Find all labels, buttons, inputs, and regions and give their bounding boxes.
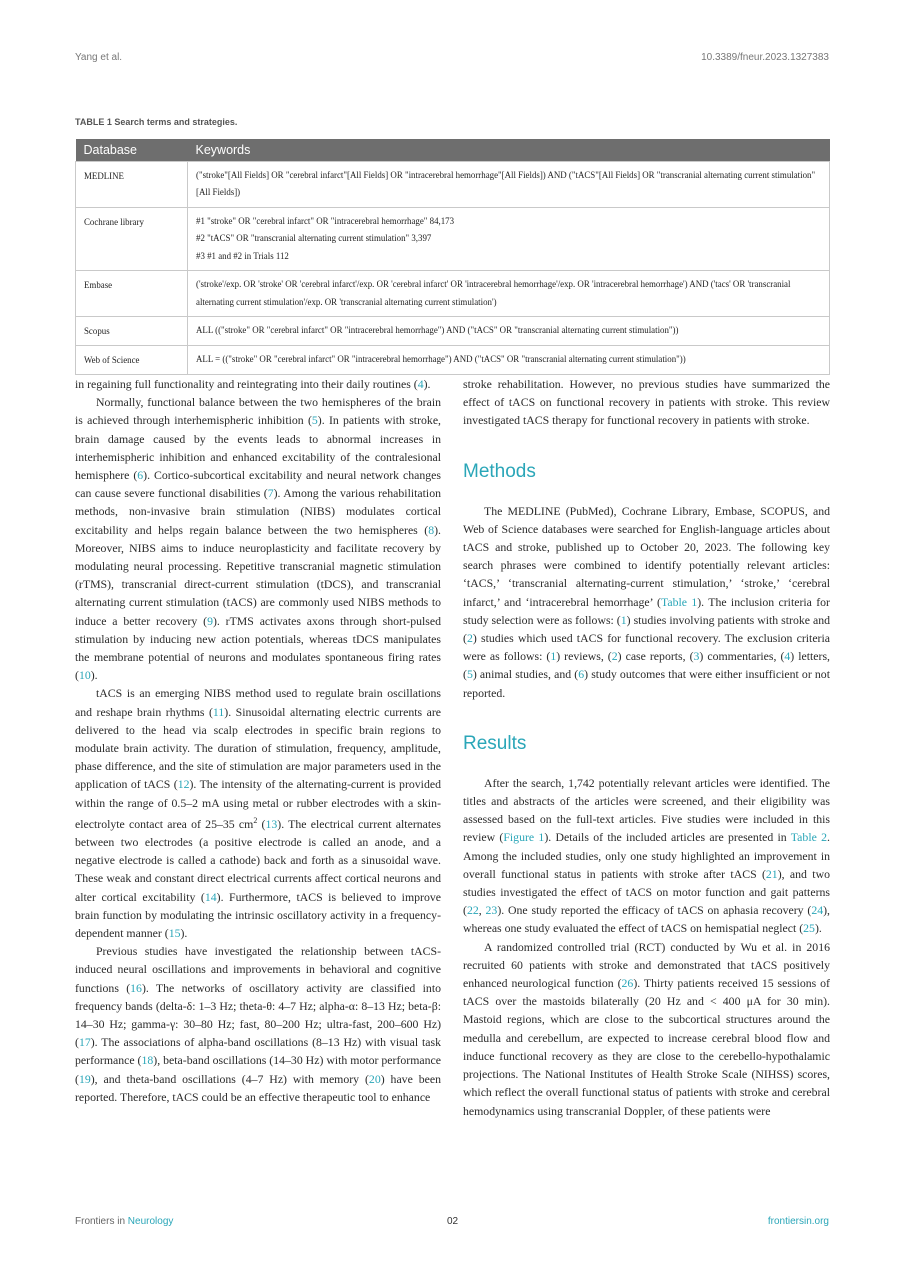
text-run: ). Among the various rehabilitation methods, non-invasive brain stimulation (NIBS) modulates cortical excitability and helps regain balance between the two hemispheres ( <box>75 486 441 537</box>
citation-link[interactable]: 18 <box>141 1053 154 1068</box>
citation-link[interactable]: 10 <box>78 668 91 683</box>
table-cell-keywords <box>188 346 830 375</box>
right-text-column <box>463 375 830 1120</box>
citation-link[interactable]: 7 <box>267 486 274 501</box>
text-run: ), and theta-band oscillations (4–7 Hz) with memory ( <box>90 1071 369 1086</box>
footer-site-link[interactable]: frontiersin.org <box>767 1216 829 1227</box>
keyword-line: #2 "tACS" OR "transcranial alternating current stimulation" 3,397 <box>196 233 432 243</box>
table-caption <box>75 117 237 127</box>
table-cell-database: Embase <box>76 271 188 317</box>
text-run: ). The networks of oscillatory activity are classified into frequency bands (delta-δ: 1–3 Hz; theta-θ: 4–7 Hz; alpha-α: 8–13 Hz; beta-β: 14–30 Hz; gamma-γ: 30–80 Hz; fast, 80–200 Hz; ultra-fast, 200–600 Hz) ( <box>75 980 441 1050</box>
running-header-authors: Yang et al. <box>75 52 123 63</box>
text-run: , <box>478 903 486 918</box>
citation-link[interactable]: 1 <box>620 612 627 627</box>
table-header-row <box>76 139 830 161</box>
table-row <box>76 207 830 271</box>
search-terms-table <box>75 139 830 375</box>
paragraph <box>75 393 441 684</box>
keyword-line: ALL (("stroke" OR "cerebral infarct" OR "intracerebral hemorrhage") AND ("tACS" OR "transcranial alternating current stimulation")) <box>196 325 679 335</box>
text-run: ). Furthermore, tACS is believed to improve brain function by modulating the intrinsic oscillatory activity in a frequency-dependent manner ( <box>75 889 441 941</box>
text-run: After the search, 1,742 potentially relevant articles were identified. The titles and abstracts of the articles were screened, and their eligibility was assessed based on the full-text articles. Five studies were included in this review ( <box>463 775 830 845</box>
section-heading-results: Results <box>463 732 527 754</box>
citation-link[interactable]: 2 <box>611 649 618 664</box>
paragraph <box>463 375 830 430</box>
text-run: ). <box>423 377 431 391</box>
left-text-column <box>75 375 441 1106</box>
text-run: ), and two studies investigated the effect of tACS on motor function and gait patterns ( <box>463 866 830 918</box>
citation-link[interactable]: Table 2 <box>790 830 828 845</box>
text-run: ) have been reported. Therefore, tACS could be an effective therapeutic tool to enhance <box>75 1071 441 1104</box>
citation-link[interactable]: 4 <box>784 649 791 664</box>
citation-link[interactable]: 11 <box>212 704 225 719</box>
table-caption-text: Search terms and strategies. <box>114 117 238 127</box>
paragraph <box>463 938 830 1120</box>
citation-link[interactable]: 16 <box>130 980 142 995</box>
text-run: ). Moreover, NIBS aims to induce neuroplasticity and facilitate recovery by modulating neural processing. Repetitive transcranial magnetic stimulation (rTMS), transcranial direct-current stimulation (tDCS), and transcranial alternating current stimulation (tACS) are commonly used NIBS methods to induce a better recovery ( <box>75 522 441 628</box>
paragraph <box>75 942 441 1106</box>
paragraph <box>463 774 830 938</box>
citation-link[interactable]: 9 <box>207 613 213 628</box>
section-heading-methods: Methods <box>463 460 536 482</box>
text-run: ). In patients with stroke, brain damage caused by the events leads to abnormal increases in interhemispheric inhibition and enhanced excitability of the contralesional hemisphere ( <box>75 413 441 483</box>
text-run: ) case reports, ( <box>617 649 694 664</box>
citation-link[interactable]: Figure 1 <box>503 830 545 845</box>
text-run: tACS is an emerging NIBS method used to regulate brain oscillations and reshape brain rhythms ( <box>75 686 441 719</box>
paragraph <box>463 502 830 702</box>
text-run: ). The inclusion criteria for study selection were as follows: ( <box>463 594 830 627</box>
citation-link[interactable]: 15 <box>168 926 181 941</box>
citation-link[interactable]: 23 <box>485 903 498 918</box>
text-run: . Among the included studies, only one study highlighted an improvement in overall functional status in patients with stroke after tACS ( <box>463 830 830 881</box>
citation-link[interactable]: 26 <box>621 976 634 991</box>
text-run: ) studies which used tACS for functional recovery. The exclusion criteria were as follows: ( <box>463 631 830 664</box>
table-header-database: Database <box>76 139 188 161</box>
table-cell-database: Scopus <box>76 317 188 346</box>
text-run: in regaining full functionality and reintegrating into their daily routines ( <box>75 377 418 391</box>
text-run: Previous studies have investigated the relationship between tACS-induced neural oscillations and improvements in behavioral and cognitive functions ( <box>75 944 441 995</box>
citation-link[interactable]: 20 <box>368 1071 381 1086</box>
footer-journal-link[interactable]: Neurology <box>127 1216 174 1227</box>
citation-link[interactable]: 19 <box>78 1071 91 1086</box>
citation-link[interactable]: 5 <box>311 413 318 428</box>
table-cell-database: Web of Science <box>76 346 188 375</box>
keyword-line: ALL = (("stroke" OR "cerebral infarct" OR "intracerebral hemorrhage") AND ("tACS" OR "transcranial alternating current stimulation")) <box>196 354 686 364</box>
table-cell-keywords <box>188 161 830 207</box>
text-run: The MEDLINE (PubMed), Cochrane Library, Embase, SCOPUS, and Web of Science databases were searched for English-language articles about tACS and stroke, published up to October 20, 2023. The following key search phrases were combined to identify potentially relevant articles: ‘tACS,’ ‘transcranial alternating-current stimulation,’ ‘stroke,’ ‘cerebral infarct,’ and ‘intracerebral hemorrhage’ ( <box>463 503 830 609</box>
table-row <box>76 161 830 207</box>
citation-link[interactable]: 21 <box>765 866 778 881</box>
text-run: ). One study reported the efficacy of tACS on aphasia recovery ( <box>497 903 812 918</box>
table-row <box>76 317 830 346</box>
text-run: ( <box>257 816 266 831</box>
keyword-line: ('stroke'/exp. OR 'stroke' OR 'cerebral infarct'/exp. OR 'cerebral infarct' OR 'intracerebral hemorrhage'/exp. OR 'intracerebral hemorrhage') AND ('tacs' OR 'transcranial alternating current stimulation'/exp. OR 'transcranial alternating current stimulation') <box>196 279 791 307</box>
table-cell-database: MEDLINE <box>76 161 188 207</box>
citation-link[interactable]: 6 <box>137 468 144 483</box>
citation-link[interactable]: 14 <box>204 889 217 904</box>
text-run: ) reviews, ( <box>556 649 612 664</box>
text-run: ), whereas one study evaluated the effect of tACS on hemispatial neglect ( <box>463 903 830 936</box>
text-run: stroke rehabilitation. However, no previous studies have summarized the effect of tACS on functional recovery in patients with stroke. This review investigated tACS therapy for functional recovery in patients with stroke. <box>463 377 830 428</box>
text-run: ). Cortico-subcortical excitability and neural network changes can cause severe functional disabilities ( <box>75 468 441 501</box>
citation-link[interactable]: 24 <box>811 903 824 918</box>
page-number: 02 <box>446 1216 459 1227</box>
keyword-line: ("stroke"[All Fields] OR "cerebral infarct"[All Fields] OR "intracerebral hemorrhage"[All Fields]) AND ("tACS"[All Fields] OR "transcranial alternating current stimulation"[All Fields]) <box>196 169 816 197</box>
table-header-keywords: Keywords <box>188 139 830 161</box>
citation-link[interactable]: 5 <box>466 667 473 682</box>
keyword-line: #1 "stroke" OR "cerebral infarct" OR "intracerebral hemorrhage" 84,173 <box>196 215 455 226</box>
table-cell-database: Cochrane library <box>76 207 188 271</box>
text-run: A randomized controlled trial (RCT) conducted by Wu et al. in 2016 recruited 60 patients with stroke and demonstrated that tACS positively enhanced neurological function ( <box>463 939 830 991</box>
text-run: ). The associations of alpha-band oscillations (8–13 Hz) with visual task performance ( <box>75 1035 441 1068</box>
text-run: Normally, functional balance between the two hemispheres of the brain is achieved through interhemispheric inhibition ( <box>75 395 441 428</box>
text-run: ) letters, ( <box>463 649 830 682</box>
citation-link[interactable]: 12 <box>177 777 190 792</box>
text-run: ) study outcomes that were either insufficient or not reported. <box>463 667 830 700</box>
citation-link[interactable]: 6 <box>578 667 585 682</box>
citation-link[interactable]: 13 <box>265 816 278 831</box>
citation-link[interactable]: 25 <box>803 921 815 936</box>
text-run: ). Details of the included articles are presented in <box>544 830 791 845</box>
text-run: ) animal studies, and ( <box>472 667 579 682</box>
table-cell-keywords <box>188 317 830 346</box>
footer-journal-prefix: Frontiers in <box>75 1216 128 1227</box>
keyword-line: #3 #1 and #2 in Trials 112 <box>196 250 289 261</box>
paragraph <box>75 684 441 942</box>
table-row <box>76 271 830 317</box>
citation-link[interactable]: 22 <box>466 903 479 918</box>
text-run: ). <box>814 921 822 936</box>
text-run: ). <box>90 668 98 683</box>
citation-link[interactable]: 3 <box>693 649 700 664</box>
citation-link[interactable]: 17 <box>78 1035 91 1050</box>
citation-link[interactable]: 2 <box>466 631 473 646</box>
text-run: ) studies involving patients with stroke and ( <box>463 612 830 646</box>
text-run: ). Thirty patients received 15 sessions of tACS over the mastoids bilaterally (20 Hz and < 400 μA for 30 min). Mastoid regions, which are close to the subcortical structures around the medulla and cerebellum, are expected to increase cerebral blood flow and induce functional recovery as they are close to the cerebello-hypothalamic projections. The National Institutes of Health Stroke Scale (NIHSS) scores, which reflect the overall functional status of patients with stroke and cerebral hemodynamics using transcranial Doppler, of these patients were <box>463 976 830 1118</box>
text-run: ). <box>180 926 188 941</box>
citation-link[interactable]: 8 <box>428 522 435 537</box>
table-row <box>76 346 830 375</box>
paragraph <box>75 375 441 393</box>
citation-link[interactable]: 4 <box>417 377 424 391</box>
text-run: ). The intensity of the alternating-current is provided within the range of 0.5–2 mA using metal or rubber electrodes with a skin-electrolyte contact area of 25–35 cm <box>75 777 441 831</box>
text-run: ). Sinusoidal alternating electric currents are delivered to the head via scalp electrodes in specific brain regions to modulate brain activity. The duration of stimulation, frequency, amplitude, phase difference, and the site of stimulation are major parameters used in the application of tACS ( <box>75 704 441 792</box>
text-run: ). The electrical current alternates between two electrodes (a positive electrode is called an anode, and a negative electrode is called a cathode) back and forth as a sinusoidal wave. These weak and constant direct electrical currents affect cortical neurons and alter cortical excitability ( <box>75 816 441 904</box>
text-run: ). rTMS activates axons through short-pulsed stimulation by inducing new action potentials, whereas tDCS manipulates the membrane potential of neurons and modulates spontaneous firing rates ( <box>75 613 441 683</box>
table-cell-keywords <box>188 207 830 271</box>
citation-link[interactable]: 1 <box>550 649 557 664</box>
table-cell-keywords <box>188 271 830 317</box>
text-run: ) commentaries, ( <box>699 649 785 664</box>
table-caption-label: TABLE 1 <box>75 117 112 127</box>
text-run: ), beta-band oscillations (14–30 Hz) with motor performance ( <box>75 1053 442 1086</box>
running-header-doi[interactable]: 10.3389/fneur.2023.1327383 <box>701 52 829 63</box>
superscript: 2 <box>253 815 258 825</box>
citation-link[interactable]: Table 1 <box>660 594 698 609</box>
